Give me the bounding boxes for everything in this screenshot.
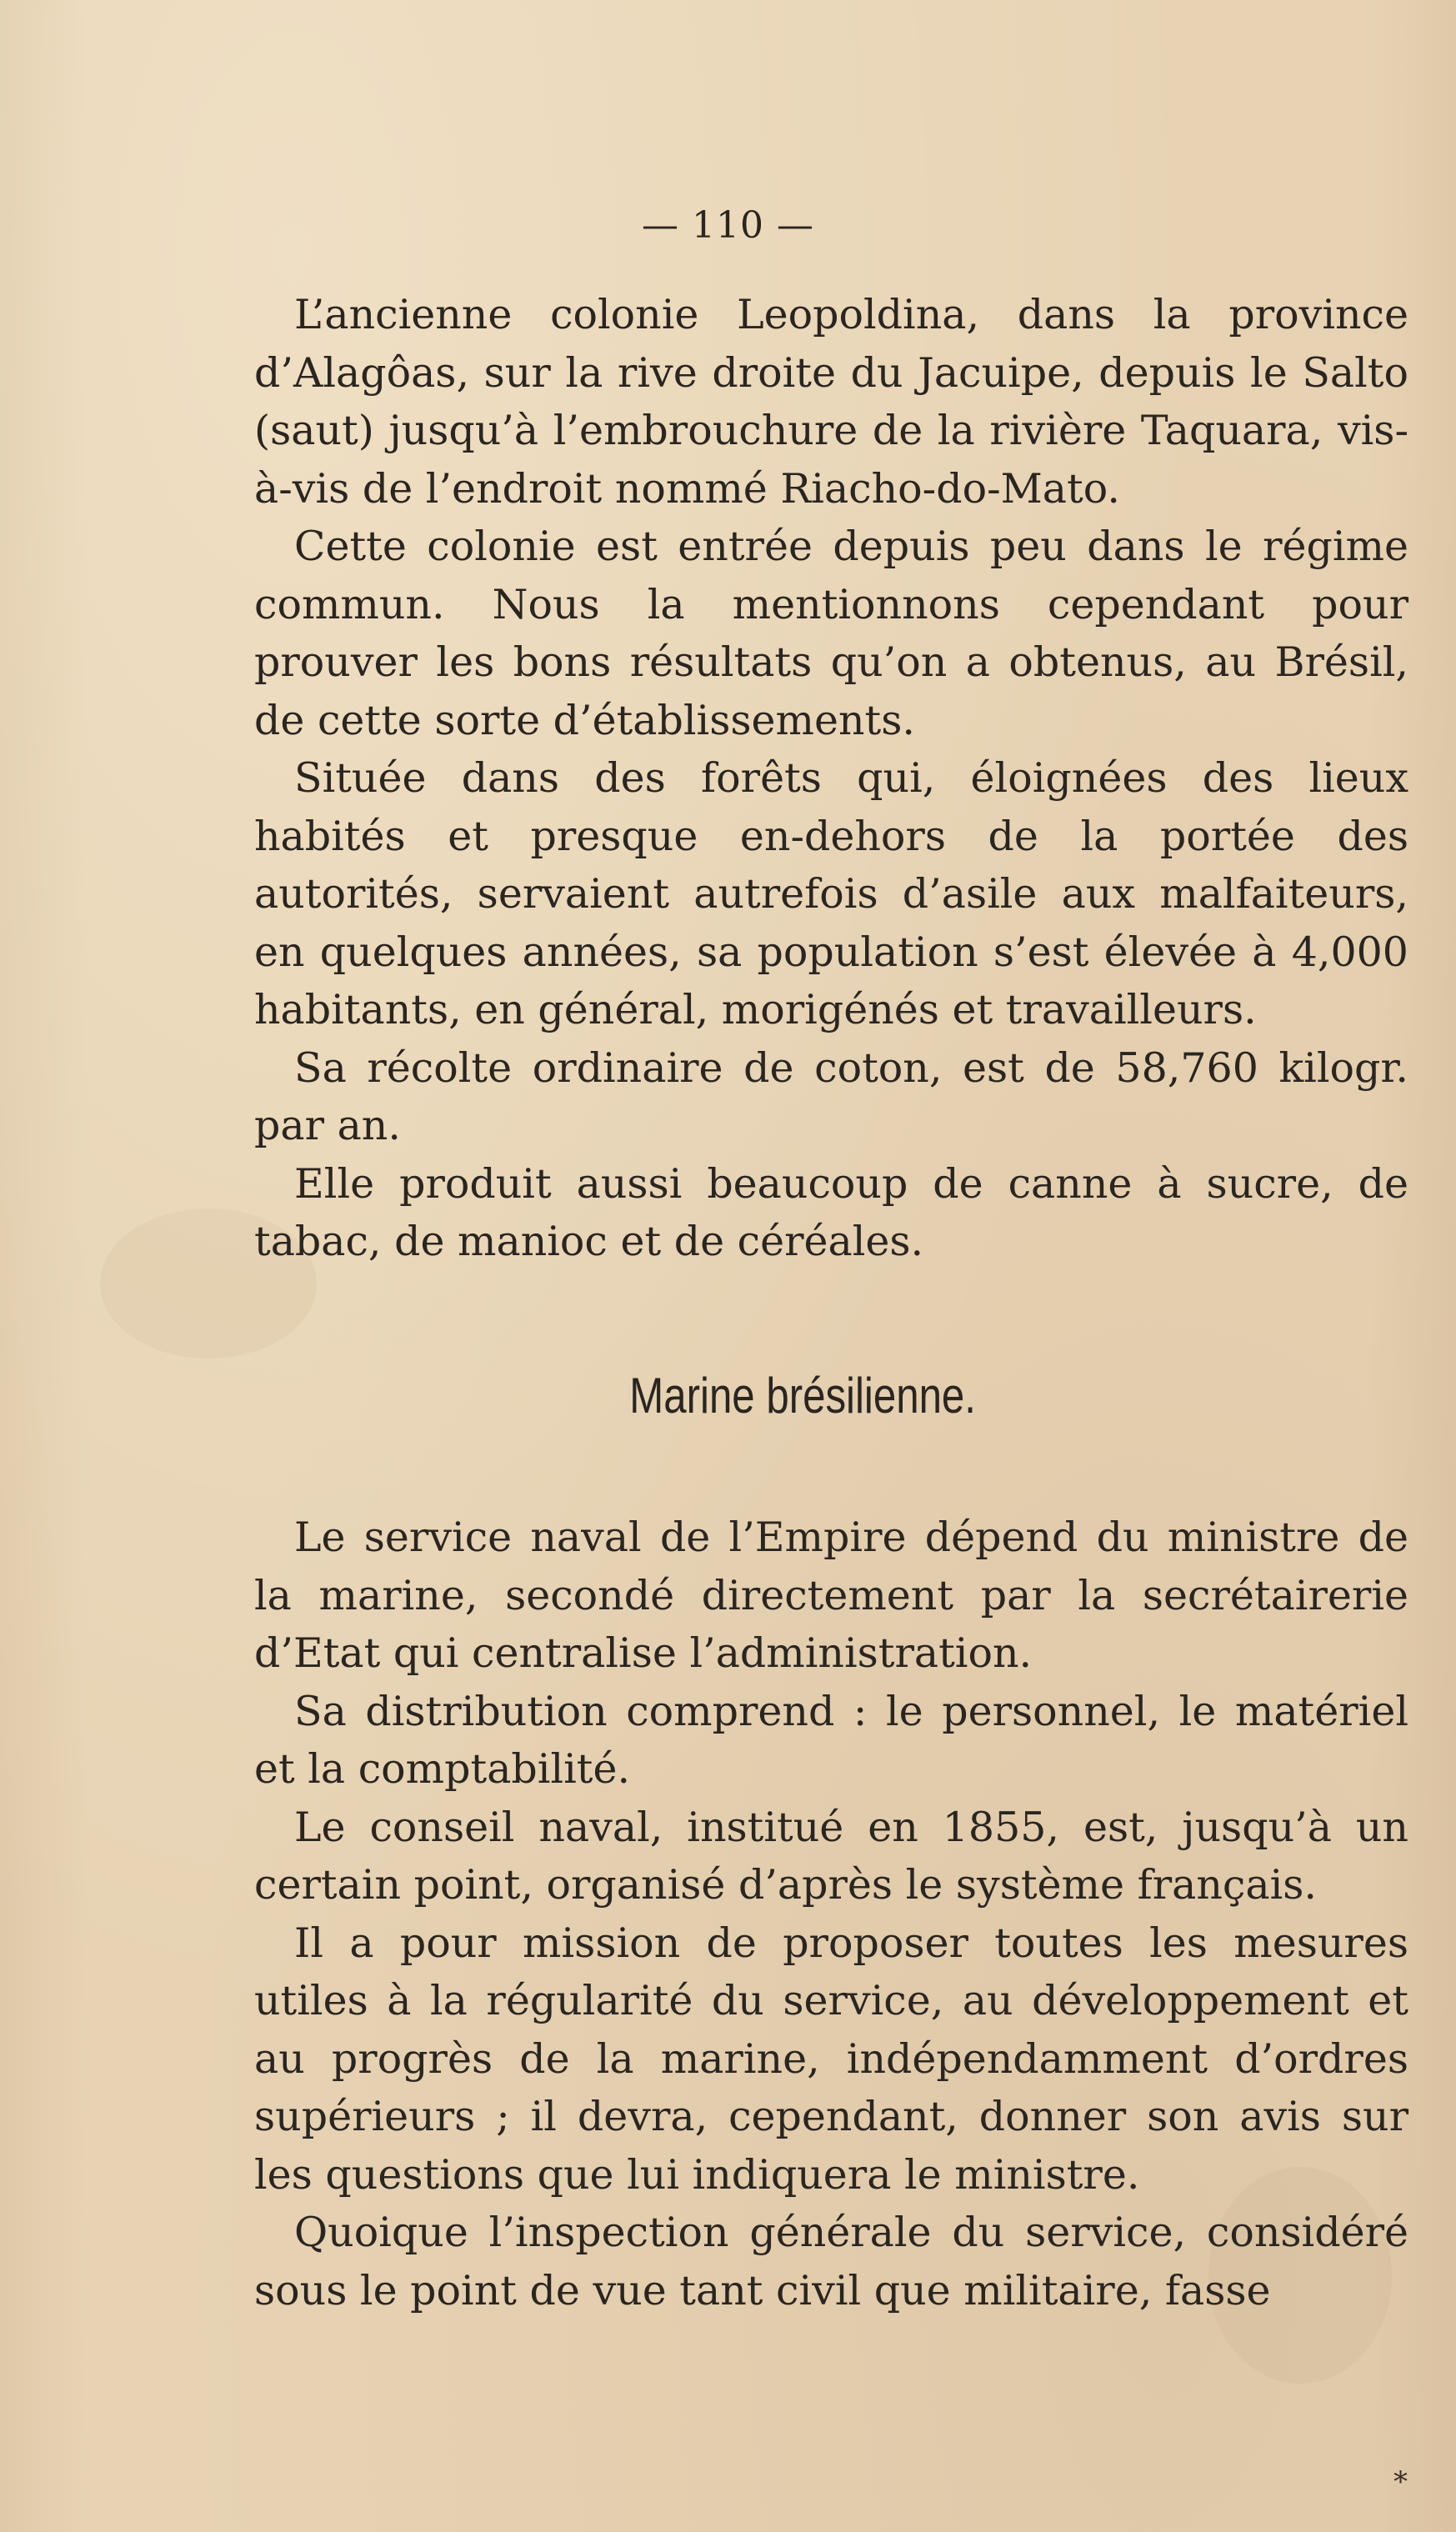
paragraph-harvest: Sa récolte ordinaire de coton, est de 58,760 kilogr. par an. <box>254 1043 1408 1149</box>
paragraph-naval-council: Le conseil naval, institué en 1855, est, jusqu’à un certain point, organisé d’après le système français. <box>254 1803 1408 1909</box>
colony-text <box>254 286 1408 1271</box>
paragraph-regime: Cette colonie est entrée depuis peu dans le régime commun. Nous la mentionnons cependant pour prouver les bons résultats qu’on a obtenus, au Brésil, de cette sorte d’établissements. <box>254 523 1408 744</box>
paragraph-distribution: Sa distribution comprend : le personnel, le matériel et la comptabilité. <box>254 1687 1408 1793</box>
page-number: — 110 — <box>642 204 814 247</box>
paragraph-products: Elle produit aussi beaucoup de canne à sucre, de tabac, de manioc et de céréales. <box>254 1159 1408 1265</box>
paragraph-leopoldina: L’ancienne colonie Leopoldina, dans la province d’Alagôas, sur la rive droite du Jacuipe, depuis le Salto (saut) jusqu’à l’embrouchure de la rivière Taquara, vis-à-vis de l’endroit nommé Riacho-do-Mato. <box>254 291 1408 513</box>
section-heading: Marine brésilienne. <box>629 1368 976 1424</box>
paragraph-population: Située dans des forêts qui, éloignées des lieux habités et presque en-dehors de la portée des autorités, servaient autrefois d’asile aux malfaiteurs, en quelques années, sa population s’est élevée à 4,000 habitants, en général, morigénés et travailleurs. <box>254 754 1408 1033</box>
paragraph-naval-service: Le service naval de l’Empire dépend du ministre de la marine, secondé directement par la secrétairerie d’Etat qui centralise l’administration. <box>254 1514 1408 1677</box>
paragraph-inspection: Quoique l’inspection générale du service, considéré sous le point de vue tant civil que militaire, fasse <box>254 2209 1408 2314</box>
paragraph-mission: Il a pour mission de proposer toutes les mesures utiles à la régularité du service, au développement et au progrès de la marine, indépendamment d’ordres supérieurs ; il devra, cependant, donner son avis sur les questions que lui indiquera le ministre. <box>254 1919 1408 2199</box>
navy-text <box>254 1509 1408 2319</box>
printer-mark: * <box>1393 2465 1408 2499</box>
